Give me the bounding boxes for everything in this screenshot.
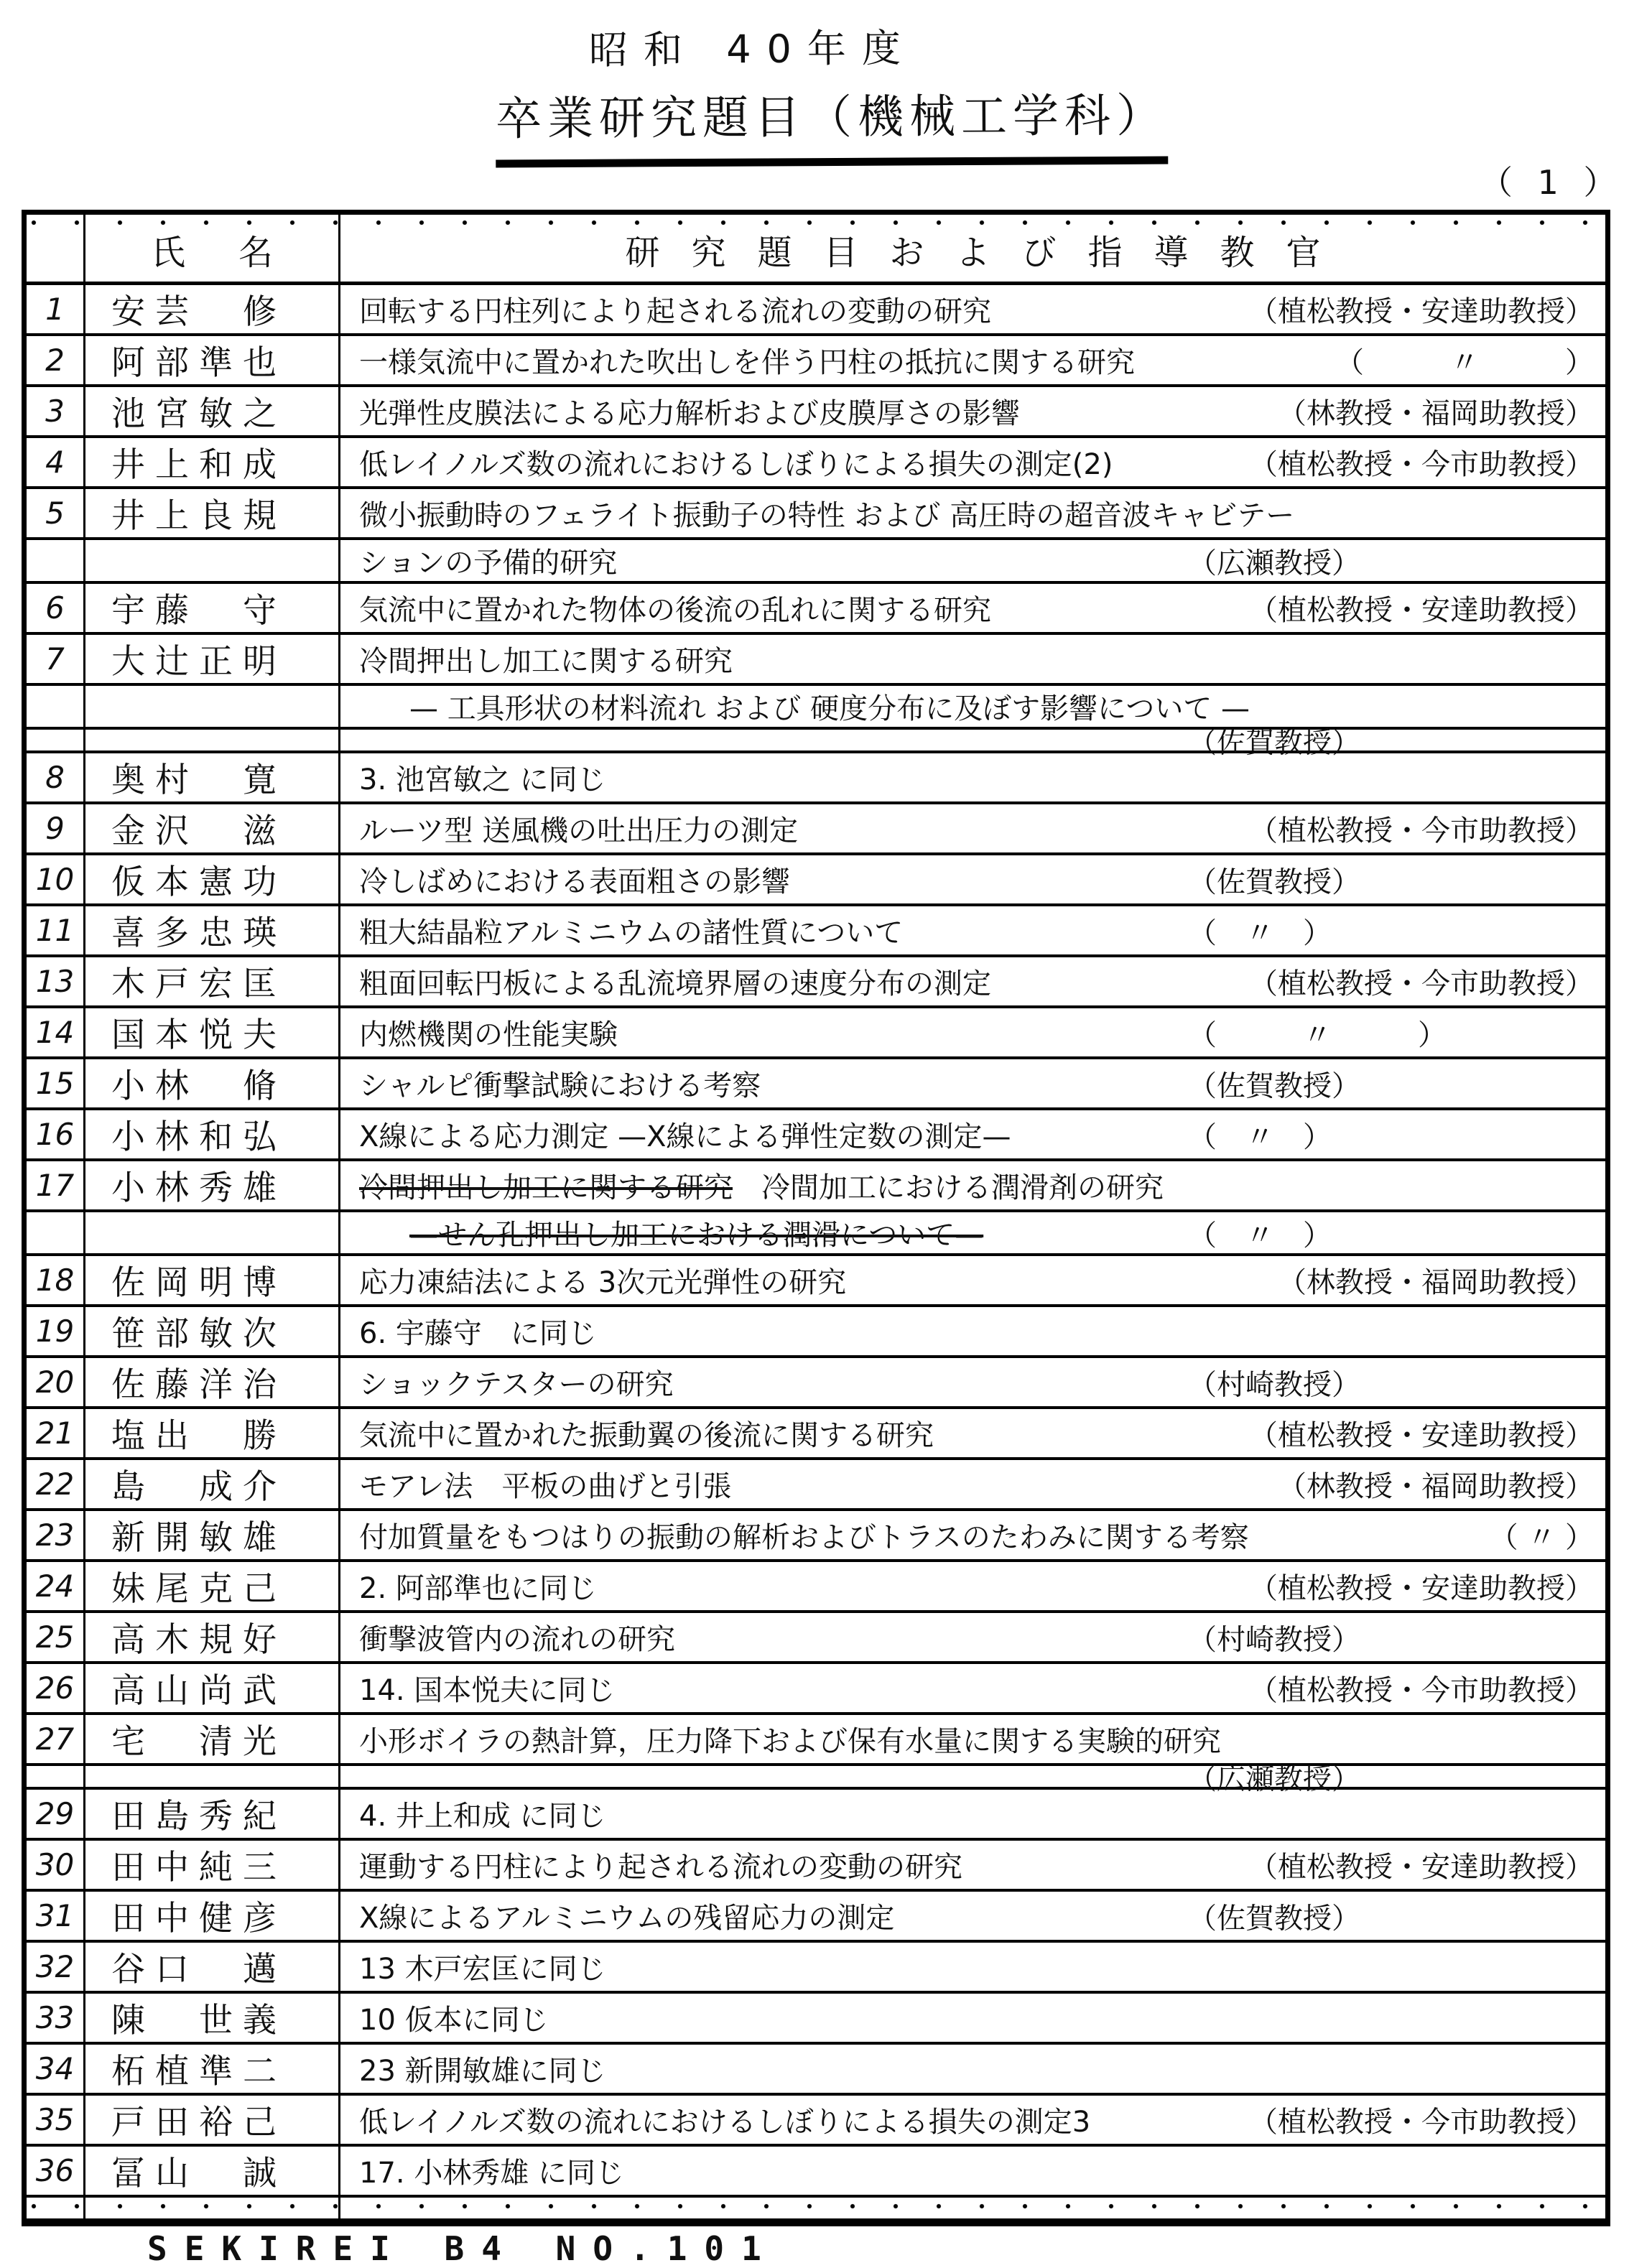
row-number: 3 (27, 387, 85, 435)
student-name (85, 2198, 340, 2218)
advisor-label: （林教授・福岡助教授） (1278, 397, 1594, 430)
row-number: 16 (27, 1110, 85, 1158)
topic-text: X線による応力測定 —X線による弾性定数の測定— (359, 1120, 1011, 1153)
row-number: 32 (27, 1943, 85, 1991)
row-number: 6 (27, 584, 85, 632)
advisor-label: （村崎教授） (1188, 1368, 1360, 1401)
table-row-line (27, 387, 1605, 438)
topic-text: 運動する円柱により起される流れの変動の研究 (359, 1851, 962, 1884)
row-number: 23 (27, 1511, 85, 1559)
research-topic (340, 804, 1605, 852)
table-row-line (27, 1307, 1605, 1358)
student-name: 柘植準二 (85, 2045, 340, 2093)
advisor-label: （村崎教授） (1188, 1623, 1360, 1656)
student-name: 戸田裕己 (85, 2096, 340, 2144)
advisor-label: （ 〃 ） (1335, 346, 1594, 379)
research-topic (340, 1943, 1605, 1991)
table-body (27, 285, 1605, 2221)
research-topic (340, 753, 1605, 801)
advisor-label: （植松教授・安達助教授） (1249, 1572, 1594, 1605)
research-topic (340, 2096, 1605, 2144)
research-topic (340, 1110, 1605, 1158)
row-number (27, 2198, 85, 2218)
table-row-line (27, 1409, 1605, 1460)
student-name: 喜多忠瑛 (85, 906, 340, 954)
table-row-line (27, 1256, 1605, 1307)
student-name: 阿部準也 (85, 336, 340, 384)
table-row-line (27, 1460, 1605, 1511)
research-topic (340, 1562, 1605, 1610)
row-number: 26 (27, 1664, 85, 1712)
table-row-line (27, 1358, 1605, 1409)
student-name (85, 1212, 340, 1253)
row-number: 30 (27, 1841, 85, 1889)
research-topic (340, 540, 1605, 581)
topic-text: 17. 小林秀雄 に同じ (359, 2157, 625, 2190)
topic-text: ルーツ型 送風機の吐出圧力の測定 (359, 814, 799, 847)
advisor-label: （ 〃 ） (1188, 1120, 1332, 1153)
topic-text: — 工具形状の材料流れ および 硬度分布に及ぼす影響について — (409, 692, 1250, 725)
research-topic (340, 1994, 1605, 2042)
topic-text: 小形ボイラの熱計算，圧力降下および保有水量に関する実験的研究 (359, 1725, 1221, 1758)
topic-text: 粗大結晶粒アルミニウムの諸性質について (359, 916, 904, 949)
student-name (85, 730, 340, 750)
topic-text: 粗面回転円板による乱流境界層の速度分布の測定 (359, 967, 991, 1000)
advisor-label: （植松教授・今市助教授） (1249, 967, 1594, 1000)
advisor-label: （ 〃 ） (1188, 916, 1332, 949)
table-row-line (27, 957, 1605, 1008)
row-number: 13 (27, 957, 85, 1005)
table-row-line (27, 489, 1605, 540)
row-number: 25 (27, 1613, 85, 1661)
student-name: 奥村 寛 (85, 753, 340, 801)
student-name: 池宮敏之 (85, 387, 340, 435)
row-number: 29 (27, 1790, 85, 1838)
topic-text: 冷しばめにおける表面粗さの影響 (359, 865, 790, 898)
student-name: 笹部敏次 (85, 1307, 340, 1355)
topic-text: 23 新開敏雄に同じ (359, 2055, 606, 2088)
research-topic (340, 1212, 1605, 1253)
table-row-line (27, 1059, 1605, 1110)
paper-brand-footer: SEKIREI B4 NO.101 (147, 2229, 779, 2268)
research-topic (340, 1613, 1605, 1661)
research-topic (340, 1460, 1605, 1508)
research-topic (340, 726, 1605, 759)
topic-text: 4. 井上和成 に同じ (359, 1800, 606, 1833)
advisor-label: （林教授・福岡助教授） (1278, 1470, 1594, 1503)
research-topic (340, 1256, 1605, 1304)
row-number: 1 (27, 285, 85, 333)
table-row-line (27, 584, 1605, 635)
student-name: 田中健彦 (85, 1892, 340, 1940)
topic-text: モアレ法 平板の曲げと引張 (359, 1470, 732, 1503)
row-number: 5 (27, 489, 85, 537)
topic-text: 冷間加工における潤滑剤の研究 (733, 1171, 1164, 1204)
advisor-label: （佐賀教授） (1188, 1069, 1360, 1102)
student-name: 妹尾克己 (85, 1562, 340, 1610)
table-row-line (27, 1511, 1605, 1562)
student-name: 小林秀雄 (85, 1161, 340, 1209)
table-row-line (27, 1161, 1605, 1212)
row-number: 36 (27, 2147, 85, 2195)
research-topic (340, 584, 1605, 632)
research-topic (340, 2198, 1605, 2218)
student-name: 木戸宏匡 (85, 957, 340, 1005)
advisor-label: （植松教授・安達助教授） (1249, 594, 1594, 627)
row-number: 4 (27, 438, 85, 486)
topic-text: 2. 阿部準也に同じ (359, 1572, 597, 1605)
table-row-line (27, 438, 1605, 489)
advisor-label: （佐賀教授） (1188, 726, 1360, 759)
student-name: 国本悦夫 (85, 1008, 340, 1056)
research-topic (340, 1161, 1605, 1209)
table-row-line (27, 2045, 1605, 2096)
row-number: 10 (27, 855, 85, 903)
topic-text: 内燃機関の性能実験 (359, 1018, 618, 1051)
research-topic (340, 489, 1605, 537)
topic-text: 光弾性皮膜法による応力解析および皮膜厚さの影響 (359, 397, 1020, 430)
table-row-line (27, 1008, 1605, 1059)
topic-text: 6. 宇藤守 に同じ (359, 1317, 597, 1350)
table-row-line (27, 1715, 1605, 1766)
struck-topic-text: —せん孔押出し加工における潤滑について— (409, 1219, 984, 1252)
student-name: 金沢 滋 (85, 804, 340, 852)
table-row-line (27, 1790, 1605, 1841)
era-title: 昭和 40年度 (588, 25, 917, 73)
research-topic (340, 336, 1605, 384)
student-name: 高山尚武 (85, 1664, 340, 1712)
advisor-label: （ 〃 ） (1489, 1521, 1594, 1554)
row-number: 35 (27, 2096, 85, 2144)
topic-text: 10 仮本に同じ (359, 2004, 549, 2037)
topic-text: シャルピ衝撃試験における考察 (359, 1069, 761, 1102)
table-row-line (27, 1562, 1605, 1613)
table-row-line (27, 1841, 1605, 1892)
student-name: 宇藤 守 (85, 584, 340, 632)
row-number (27, 730, 85, 750)
row-number: 33 (27, 1994, 85, 2042)
student-name: 井上和成 (85, 438, 340, 486)
research-topic (340, 1307, 1605, 1355)
student-name: 小林 脩 (85, 1059, 340, 1107)
research-topic (340, 1409, 1605, 1457)
research-topics-table (22, 210, 1610, 2226)
column-header-topic: 研究題目および指導教官 (625, 233, 1352, 273)
student-name (85, 686, 340, 727)
research-topic (340, 635, 1605, 683)
topic-text: 回転する円柱列により起される流れの変動の研究 (359, 295, 991, 328)
table-row-line (27, 1762, 1605, 1795)
row-number: 15 (27, 1059, 85, 1107)
row-number: 2 (27, 336, 85, 384)
student-name: 大辻正明 (85, 635, 340, 683)
advisor-label: （広瀬教授） (1188, 547, 1360, 580)
table-row-line (27, 635, 1605, 686)
table-row-line (27, 540, 1605, 584)
advisor-label: （ 〃 ） (1188, 1219, 1332, 1252)
student-name: 佐岡明博 (85, 1256, 340, 1304)
advisor-label: （ 〃 ） (1188, 1018, 1447, 1051)
struck-topic-text: 冷間押出し加工に関する研究 (359, 1171, 733, 1204)
row-number (27, 540, 85, 581)
page-number: （ 1 ） (1480, 163, 1624, 202)
student-name: 冨山 誠 (85, 2147, 340, 2195)
student-name: 宅 清光 (85, 1715, 340, 1763)
table-row-line (27, 1892, 1605, 1943)
advisor-label: （植松教授・安達助教授） (1249, 295, 1594, 328)
topic-text: 一様気流中に置かれた吹出しを伴う円柱の抵抗に関する研究 (359, 346, 1135, 379)
research-topic (340, 285, 1605, 333)
table-header-row (27, 215, 1605, 285)
student-name: 島 成介 (85, 1460, 340, 1508)
advisor-label: （植松教授・今市助教授） (1249, 2106, 1594, 2139)
row-number: 8 (27, 753, 85, 801)
table-row-line (27, 906, 1605, 957)
research-topic (340, 1008, 1605, 1056)
column-header-name: 氏名 (85, 215, 340, 282)
row-number: 11 (27, 906, 85, 954)
research-topic (340, 1892, 1605, 1940)
advisor-label: （植松教授・今市助教授） (1249, 1674, 1594, 1707)
table-row-line (27, 2147, 1605, 2198)
row-number: 9 (27, 804, 85, 852)
research-topic (340, 1664, 1605, 1712)
research-topic (340, 1841, 1605, 1889)
research-topic (340, 387, 1605, 435)
table-row-line (27, 1664, 1605, 1715)
row-number (27, 686, 85, 727)
row-number (27, 1766, 85, 1787)
student-name: 田中純三 (85, 1841, 340, 1889)
topic-text: 付加質量をもつはりの振動の解析およびトラスのたわみに関する考察 (359, 1521, 1249, 1554)
research-topic (340, 1790, 1605, 1838)
student-name: 小林和弘 (85, 1110, 340, 1158)
table-row-line (27, 285, 1605, 336)
table-row-line (27, 1212, 1605, 1256)
student-name: 仮本憲功 (85, 855, 340, 903)
page-title: 卒業研究題目（機械工学科） (496, 79, 1169, 168)
topic-text: 応力凍結法による 3次元光弾性の研究 (359, 1266, 847, 1299)
advisor-label: （植松教授・安達助教授） (1249, 1851, 1594, 1884)
advisor-label: （林教授・福岡助教授） (1278, 1266, 1594, 1299)
student-name (85, 1766, 340, 1787)
row-number: 19 (27, 1307, 85, 1355)
research-topic (340, 957, 1605, 1005)
student-name (85, 540, 340, 581)
table-row-line (27, 686, 1605, 730)
research-topic (340, 1059, 1605, 1107)
topic-text: 気流中に置かれた振動翼の後流に関する研究 (359, 1419, 934, 1452)
topic-text: 気流中に置かれた物体の後流の乱れに関する研究 (359, 594, 991, 627)
topic-text: 14. 国本悦夫に同じ (359, 1674, 616, 1707)
student-name: 田島秀紀 (85, 1790, 340, 1838)
advisor-label: （植松教授・今市助教授） (1249, 448, 1594, 481)
row-number: 24 (27, 1562, 85, 1610)
student-name: 新開敏雄 (85, 1511, 340, 1559)
research-topic (340, 686, 1605, 727)
topic-text: ションの予備的研究 (359, 547, 618, 580)
table-row-line (27, 726, 1605, 759)
research-topic (340, 855, 1605, 903)
topic-text: 低レイノルズ数の流れにおけるしぼりによる損失の測定(2) (359, 448, 1113, 481)
row-number: 22 (27, 1460, 85, 1508)
row-number (27, 1212, 85, 1253)
row-number: 20 (27, 1358, 85, 1406)
topic-text: 冷間押出し加工に関する研究 (359, 645, 733, 678)
row-number: 21 (27, 1409, 85, 1457)
topic-text: 低レイノルズ数の流れにおけるしぼりによる損失の測定3 (359, 2106, 1091, 2139)
research-topic (340, 906, 1605, 954)
column-header-number (27, 215, 85, 282)
student-name: 高木規好 (85, 1613, 340, 1661)
student-name: 安芸 修 (85, 285, 340, 333)
table-row-line (27, 1110, 1605, 1161)
row-number: 27 (27, 1715, 85, 1763)
research-topic (340, 438, 1605, 486)
research-topic (340, 1715, 1605, 1763)
student-name: 塩出 勝 (85, 1409, 340, 1457)
student-name: 佐藤洋治 (85, 1358, 340, 1406)
student-name: 陳 世義 (85, 1994, 340, 2042)
topic-text: 13 木戸宏匡に同じ (359, 1953, 606, 1986)
research-topic (340, 1358, 1605, 1406)
table-row-line (27, 2096, 1605, 2147)
topic-text: 3. 池宮敏之 に同じ (359, 763, 606, 796)
advisor-label: （佐賀教授） (1188, 1902, 1360, 1935)
row-number: 14 (27, 1008, 85, 1056)
row-number: 17 (27, 1161, 85, 1209)
student-name: 井上良規 (85, 489, 340, 537)
research-topic (340, 2147, 1605, 2195)
student-name: 谷口 邁 (85, 1943, 340, 1991)
table-row-line (27, 855, 1605, 906)
table-row-line (27, 2198, 1605, 2221)
research-topic (340, 2045, 1605, 2093)
row-number: 7 (27, 635, 85, 683)
row-number: 31 (27, 1892, 85, 1940)
table-row-line (27, 804, 1605, 855)
table-row-line (27, 1994, 1605, 2045)
advisor-label: （広瀬教授） (1188, 1762, 1360, 1795)
advisor-label: （植松教授・安達助教授） (1249, 1419, 1594, 1452)
advisor-label: （佐賀教授） (1188, 865, 1360, 898)
topic-text: 微小振動時のフェライト振動子の特性 および 高圧時の超音波キャビテー (359, 499, 1295, 532)
topic-text: X線によるアルミニウムの残留応力の測定 (359, 1902, 895, 1935)
topic-text: ショックテスターの研究 (359, 1368, 674, 1401)
research-topic (340, 1511, 1605, 1559)
topic-text: 衝撃波管内の流れの研究 (359, 1623, 675, 1656)
table-row-line (27, 1943, 1605, 1994)
research-topic (340, 1762, 1605, 1795)
table-row-line (27, 1613, 1605, 1664)
table-row-line (27, 753, 1605, 804)
advisor-label: （植松教授・今市助教授） (1249, 814, 1594, 847)
row-number: 34 (27, 2045, 85, 2093)
table-row-line (27, 336, 1605, 387)
row-number: 18 (27, 1256, 85, 1304)
